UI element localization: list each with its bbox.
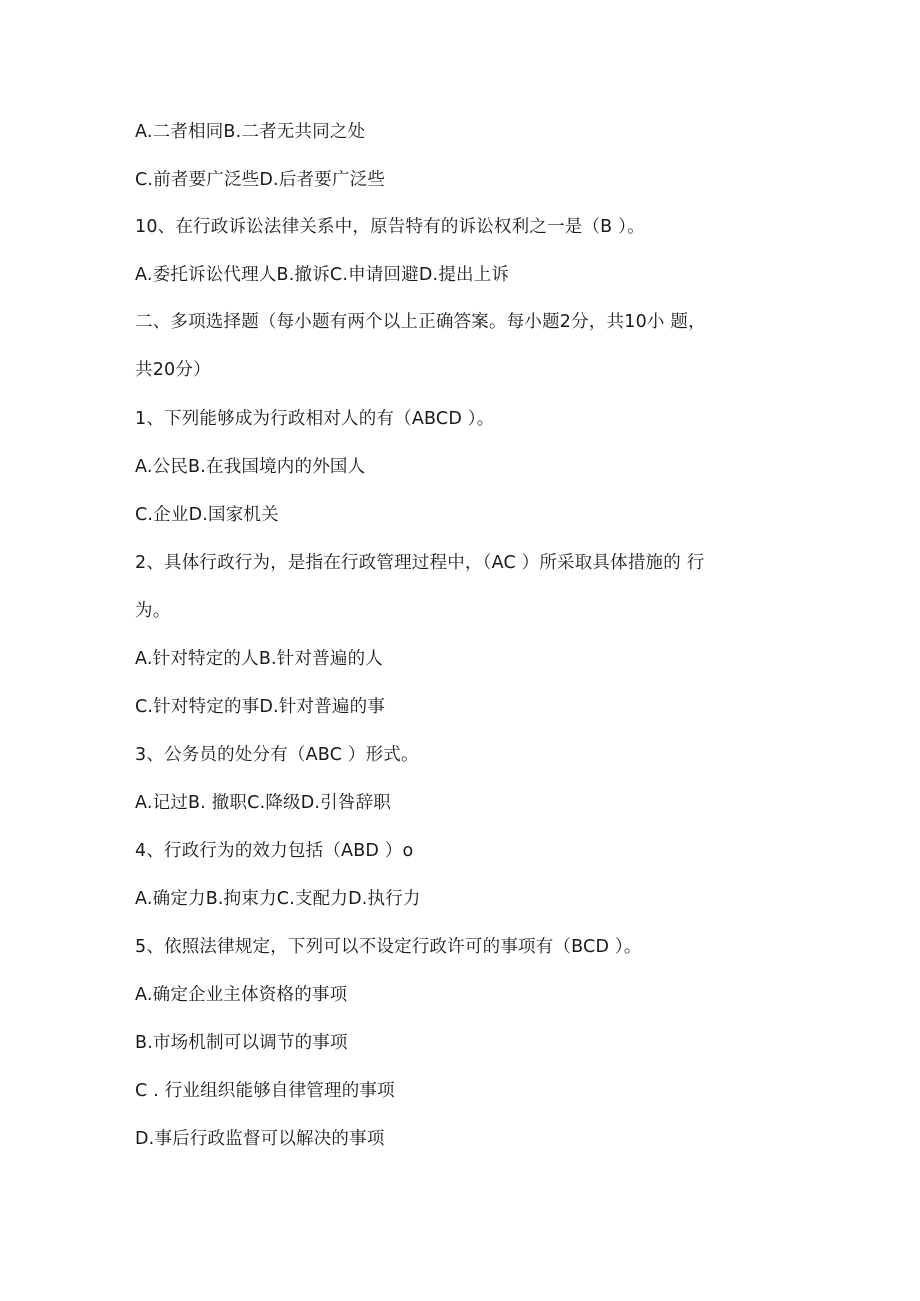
question-10: 10、在行政诉讼法律关系中，原告特有的诉讼权利之一是（B ）。	[135, 217, 645, 237]
option-q5-a: A.确定企业主体资格的事项	[135, 985, 348, 1005]
question-4: 4、行政行为的效力包括（ABD ）o	[135, 841, 414, 861]
option-q5-b: B.市场机制可以调节的事项	[135, 1033, 348, 1053]
option-line-q2-cd: C.针对特定的事D.针对普遍的事	[135, 697, 386, 717]
option-q5-d: D.事后行政监督可以解决的事项	[135, 1129, 385, 1149]
option-line-q4: A.确定力B.拘束力C.支配力D.执行力	[135, 889, 421, 909]
section-heading-continued: 共20分）	[135, 360, 211, 380]
option-line-q9-ab: A.二者相同B.二者无共同之处	[135, 122, 366, 142]
option-line-q3: A.记过B. 撤职C.降级D.引咎辞职	[135, 793, 391, 813]
question-1: 1、下列能够成为行政相对人的有（ABCD ）。	[135, 409, 495, 429]
question-3: 3、公务员的处分有（ABC ）形式。	[135, 745, 419, 765]
option-line-q10: A.委托诉讼代理人B.撤诉C.申请回避D.提出上诉	[135, 265, 510, 285]
section-heading-multiple-choice: 二、多项选择题（每小题有两个以上正确答案。每小题2分，共10小 题，	[135, 312, 706, 332]
option-line-q1-ab: A.公民B.在我国境内的外国人	[135, 457, 366, 477]
question-5: 5、依照法律规定，下列可以不设定行政许可的事项有（BCD ）。	[135, 937, 642, 957]
option-line-q9-cd: C.前者要广泛些D.后者要广泛些	[135, 170, 386, 190]
option-line-q2-ab: A.针对特定的人B.针对普遍的人	[135, 649, 383, 669]
question-2: 2、具体行政行为，是指在行政管理过程中，（AC ）所采取具体措施的 行	[135, 553, 705, 573]
question-2-continued: 为。	[135, 601, 171, 621]
option-q5-c: C . 行业组织能够自律管理的事项	[135, 1081, 395, 1101]
option-line-q1-cd: C.企业D.国家机关	[135, 505, 279, 525]
